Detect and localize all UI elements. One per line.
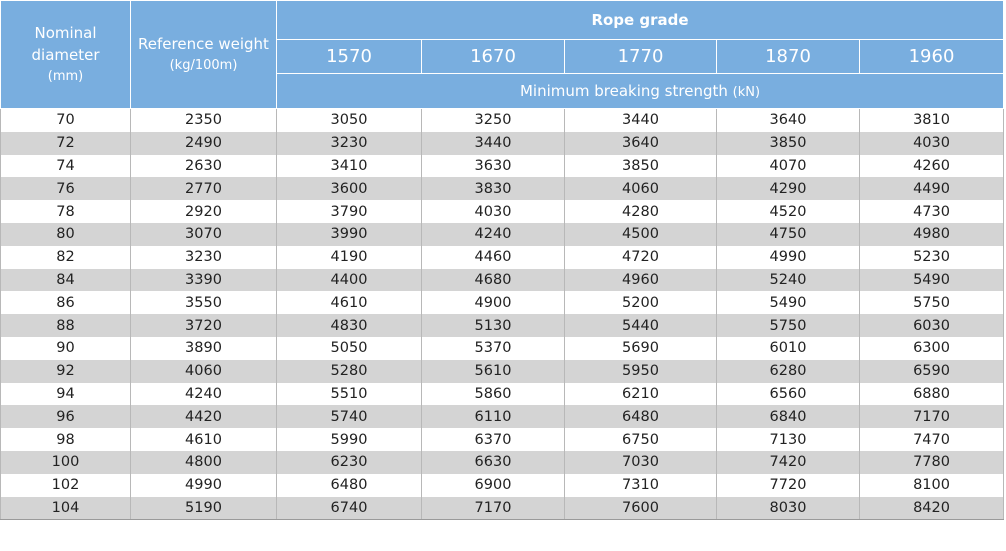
cell-mbs-1870: 4070	[717, 155, 860, 178]
cell-mbs-1960: 5490	[860, 269, 1004, 292]
cell-mbs-1960: 8420	[860, 497, 1004, 520]
rope-grade-header: Rope grade	[277, 1, 1004, 40]
cell-weight: 2920	[131, 200, 277, 223]
cell-mbs-1960: 6300	[860, 337, 1004, 360]
cell-diameter: 94	[1, 383, 131, 406]
cell-mbs-1960: 7470	[860, 428, 1004, 451]
cell-diameter: 98	[1, 428, 131, 451]
cell-mbs-1870: 5240	[717, 269, 860, 292]
cell-diameter: 84	[1, 269, 131, 292]
diameter-header-label: Nominal diameter	[31, 23, 100, 64]
cell-mbs-1570: 6740	[277, 497, 422, 520]
table-row	[1, 474, 1004, 497]
table-header	[1, 1, 1004, 109]
cell-diameter: 90	[1, 337, 131, 360]
grade-header-1770: 1770	[565, 40, 717, 74]
cell-mbs-1670: 5130	[422, 314, 565, 337]
cell-weight: 3230	[131, 246, 277, 269]
cell-mbs-1570: 4830	[277, 314, 422, 337]
cell-mbs-1770: 5200	[565, 291, 717, 314]
cell-weight: 4420	[131, 405, 277, 428]
cell-diameter: 86	[1, 291, 131, 314]
cell-mbs-1670: 6630	[422, 451, 565, 474]
cell-mbs-1770: 4720	[565, 246, 717, 269]
mbs-header-unit: (kN)	[732, 85, 761, 100]
cell-mbs-1670: 3830	[422, 177, 565, 200]
grade-header-1670: 1670	[422, 40, 565, 74]
cell-mbs-1570: 4610	[277, 291, 422, 314]
cell-weight: 2490	[131, 132, 277, 155]
cell-mbs-1870: 7720	[717, 474, 860, 497]
grade-header-1870: 1870	[717, 40, 860, 74]
cell-weight: 3890	[131, 337, 277, 360]
cell-diameter: 78	[1, 200, 131, 223]
cell-mbs-1870: 6010	[717, 337, 860, 360]
cell-mbs-1870: 4990	[717, 246, 860, 269]
cell-mbs-1770: 3640	[565, 132, 717, 155]
cell-mbs-1570: 5510	[277, 383, 422, 406]
cell-mbs-1960: 7780	[860, 451, 1004, 474]
cell-diameter: 100	[1, 451, 131, 474]
cell-diameter: 82	[1, 246, 131, 269]
table-row	[1, 223, 1004, 246]
cell-mbs-1960: 5750	[860, 291, 1004, 314]
cell-mbs-1570: 5280	[277, 360, 422, 383]
cell-mbs-1670: 3440	[422, 132, 565, 155]
cell-mbs-1570: 3410	[277, 155, 422, 178]
cell-mbs-1870: 7130	[717, 428, 860, 451]
header-row-grade	[1, 1, 1004, 40]
table-row	[1, 155, 1004, 178]
table-row	[1, 200, 1004, 223]
cell-mbs-1870: 6560	[717, 383, 860, 406]
cell-weight: 3550	[131, 291, 277, 314]
cell-weight: 3070	[131, 223, 277, 246]
cell-weight: 3390	[131, 269, 277, 292]
table-row	[1, 177, 1004, 200]
table-row	[1, 269, 1004, 292]
cell-diameter: 72	[1, 132, 131, 155]
cell-weight: 4990	[131, 474, 277, 497]
cell-diameter: 92	[1, 360, 131, 383]
cell-weight: 4800	[131, 451, 277, 474]
cell-mbs-1770: 4280	[565, 200, 717, 223]
cell-mbs-1570: 3050	[277, 109, 422, 132]
cell-mbs-1770: 7310	[565, 474, 717, 497]
cell-mbs-1570: 3600	[277, 177, 422, 200]
table-row	[1, 109, 1004, 132]
cell-mbs-1670: 3630	[422, 155, 565, 178]
cell-mbs-1670: 7170	[422, 497, 565, 520]
weight-header	[131, 1, 277, 109]
cell-mbs-1870: 6280	[717, 360, 860, 383]
cell-mbs-1670: 5610	[422, 360, 565, 383]
cell-mbs-1670: 6370	[422, 428, 565, 451]
cell-mbs-1870: 4290	[717, 177, 860, 200]
table-row	[1, 360, 1004, 383]
cell-mbs-1960: 4980	[860, 223, 1004, 246]
cell-mbs-1770: 4060	[565, 177, 717, 200]
cell-mbs-1770: 3440	[565, 109, 717, 132]
cell-mbs-1960: 3810	[860, 109, 1004, 132]
cell-mbs-1770: 5950	[565, 360, 717, 383]
cell-mbs-1670: 4030	[422, 200, 565, 223]
cell-mbs-1570: 6480	[277, 474, 422, 497]
cell-diameter: 88	[1, 314, 131, 337]
table-row	[1, 451, 1004, 474]
cell-mbs-1570: 4400	[277, 269, 422, 292]
diameter-header-unit: (mm)	[47, 68, 84, 84]
cell-mbs-1870: 4750	[717, 223, 860, 246]
cell-weight: 4610	[131, 428, 277, 451]
cell-mbs-1960: 6590	[860, 360, 1004, 383]
cell-mbs-1960: 7170	[860, 405, 1004, 428]
cell-mbs-1960: 5230	[860, 246, 1004, 269]
cell-diameter: 104	[1, 497, 131, 520]
cell-mbs-1960: 8100	[860, 474, 1004, 497]
table-row	[1, 314, 1004, 337]
cell-mbs-1570: 6230	[277, 451, 422, 474]
cell-mbs-1670: 3250	[422, 109, 565, 132]
cell-mbs-1770: 5690	[565, 337, 717, 360]
cell-mbs-1770: 6210	[565, 383, 717, 406]
cell-mbs-1770: 7600	[565, 497, 717, 520]
cell-weight: 4060	[131, 360, 277, 383]
cell-diameter: 76	[1, 177, 131, 200]
cell-mbs-1960: 4730	[860, 200, 1004, 223]
cell-mbs-1770: 7030	[565, 451, 717, 474]
cell-mbs-1770: 4960	[565, 269, 717, 292]
cell-mbs-1960: 4490	[860, 177, 1004, 200]
cell-weight: 5190	[131, 497, 277, 520]
table-row	[1, 405, 1004, 428]
cell-weight: 4240	[131, 383, 277, 406]
cell-mbs-1870: 3640	[717, 109, 860, 132]
cell-mbs-1570: 3990	[277, 223, 422, 246]
table-row	[1, 497, 1004, 520]
table-body	[1, 109, 1004, 520]
cell-mbs-1770: 6480	[565, 405, 717, 428]
cell-mbs-1570: 4190	[277, 246, 422, 269]
cell-mbs-1770: 4500	[565, 223, 717, 246]
weight-header-label: Reference weight	[138, 34, 269, 53]
cell-mbs-1870: 4520	[717, 200, 860, 223]
cell-mbs-1670: 4680	[422, 269, 565, 292]
diameter-header	[1, 1, 131, 109]
cell-mbs-1670: 4240	[422, 223, 565, 246]
cell-weight: 2770	[131, 177, 277, 200]
cell-weight: 2630	[131, 155, 277, 178]
weight-header-unit: (kg/100m)	[169, 57, 238, 73]
cell-diameter: 80	[1, 223, 131, 246]
grade-header-1570: 1570	[277, 40, 422, 74]
table-row	[1, 132, 1004, 155]
cell-mbs-1960: 4260	[860, 155, 1004, 178]
cell-mbs-1770: 6750	[565, 428, 717, 451]
table-row	[1, 383, 1004, 406]
cell-mbs-1570: 5050	[277, 337, 422, 360]
cell-mbs-1670: 5370	[422, 337, 565, 360]
table-row	[1, 291, 1004, 314]
min-breaking-strength-header	[277, 74, 1004, 109]
cell-weight: 2350	[131, 109, 277, 132]
cell-weight: 3720	[131, 314, 277, 337]
cell-mbs-1870: 6840	[717, 405, 860, 428]
cell-mbs-1960: 6030	[860, 314, 1004, 337]
cell-mbs-1870: 7420	[717, 451, 860, 474]
cell-mbs-1670: 4900	[422, 291, 565, 314]
cell-diameter: 74	[1, 155, 131, 178]
cell-mbs-1670: 5860	[422, 383, 565, 406]
cell-mbs-1870: 8030	[717, 497, 860, 520]
cell-mbs-1770: 3850	[565, 155, 717, 178]
cell-mbs-1570: 5990	[277, 428, 422, 451]
cell-mbs-1570: 3230	[277, 132, 422, 155]
cell-diameter: 102	[1, 474, 131, 497]
cell-mbs-1960: 6880	[860, 383, 1004, 406]
table-row	[1, 337, 1004, 360]
cell-mbs-1870: 5490	[717, 291, 860, 314]
table-row	[1, 428, 1004, 451]
cell-mbs-1960: 4030	[860, 132, 1004, 155]
cell-diameter: 96	[1, 405, 131, 428]
cell-mbs-1870: 5750	[717, 314, 860, 337]
cell-diameter: 70	[1, 109, 131, 132]
cell-mbs-1570: 3790	[277, 200, 422, 223]
cell-mbs-1570: 5740	[277, 405, 422, 428]
grade-header-1960: 1960	[860, 40, 1004, 74]
cell-mbs-1870: 3850	[717, 132, 860, 155]
mbs-header-label: Minimum breaking strength	[519, 82, 728, 100]
cell-mbs-1770: 5440	[565, 314, 717, 337]
cell-mbs-1670: 6900	[422, 474, 565, 497]
table-row	[1, 246, 1004, 269]
cell-mbs-1670: 4460	[422, 246, 565, 269]
cell-mbs-1670: 6110	[422, 405, 565, 428]
